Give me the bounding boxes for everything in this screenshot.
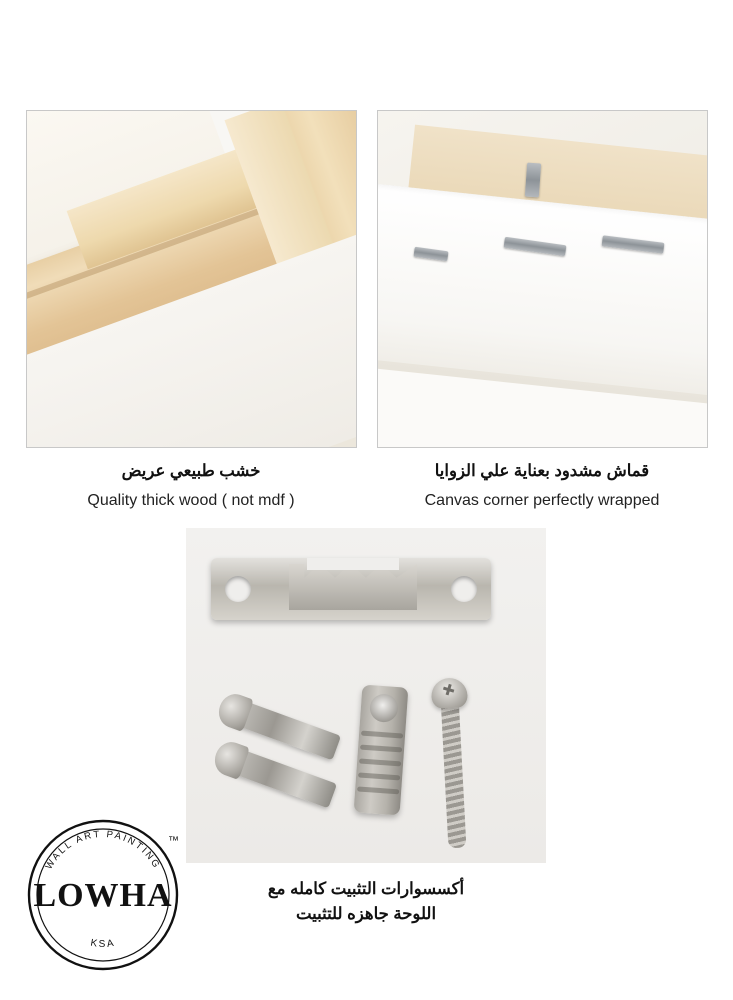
long-screw-icon (432, 677, 475, 849)
hardware-caption-line2: اللوحة جاهزه للتثبيت (295, 904, 437, 923)
logo-tagline: WALL ART PAINTING (43, 828, 163, 872)
canvas-corner-caption-arabic: قماش مشدود بعناية علي الزوايا (434, 462, 650, 480)
canvas-corner-photo (377, 110, 708, 448)
canvas-corner-caption-english: Canvas corner perfectly wrapped (424, 491, 660, 509)
hardware-caption (186, 877, 546, 927)
svg-text:KSA (90, 938, 117, 950)
wall-anchor-icon (354, 685, 409, 816)
feature-panel-hardware (186, 528, 546, 927)
logo-brand: LOWHA (33, 877, 173, 914)
wood-frame-illustration (27, 111, 356, 447)
hanging-bracket-icon (211, 558, 491, 620)
canvas-corner-caption (377, 460, 708, 512)
wood-frame-caption-arabic: خشب طبيعي عريض (121, 462, 261, 480)
brand-logo (18, 810, 188, 980)
feature-photo-row (0, 110, 733, 512)
wood-frame-caption-english: Quality thick wood ( not mdf ) (87, 491, 295, 509)
hardware-photo (186, 528, 546, 863)
wood-frame-caption (26, 460, 357, 512)
logo-country: KSA (89, 937, 117, 950)
svg-text:WALL ART PAINTING (44, 829, 163, 872)
staple-icon (524, 163, 540, 198)
logo-trademark: ™ (168, 835, 179, 847)
wood-frame-photo (26, 110, 357, 448)
feature-panel-canvas (377, 110, 708, 512)
hardware-caption-line1: أكسسوارات التثبيت كامله مع (267, 880, 465, 898)
feature-panel-wood (26, 110, 357, 512)
canvas-corner-illustration (378, 111, 707, 447)
